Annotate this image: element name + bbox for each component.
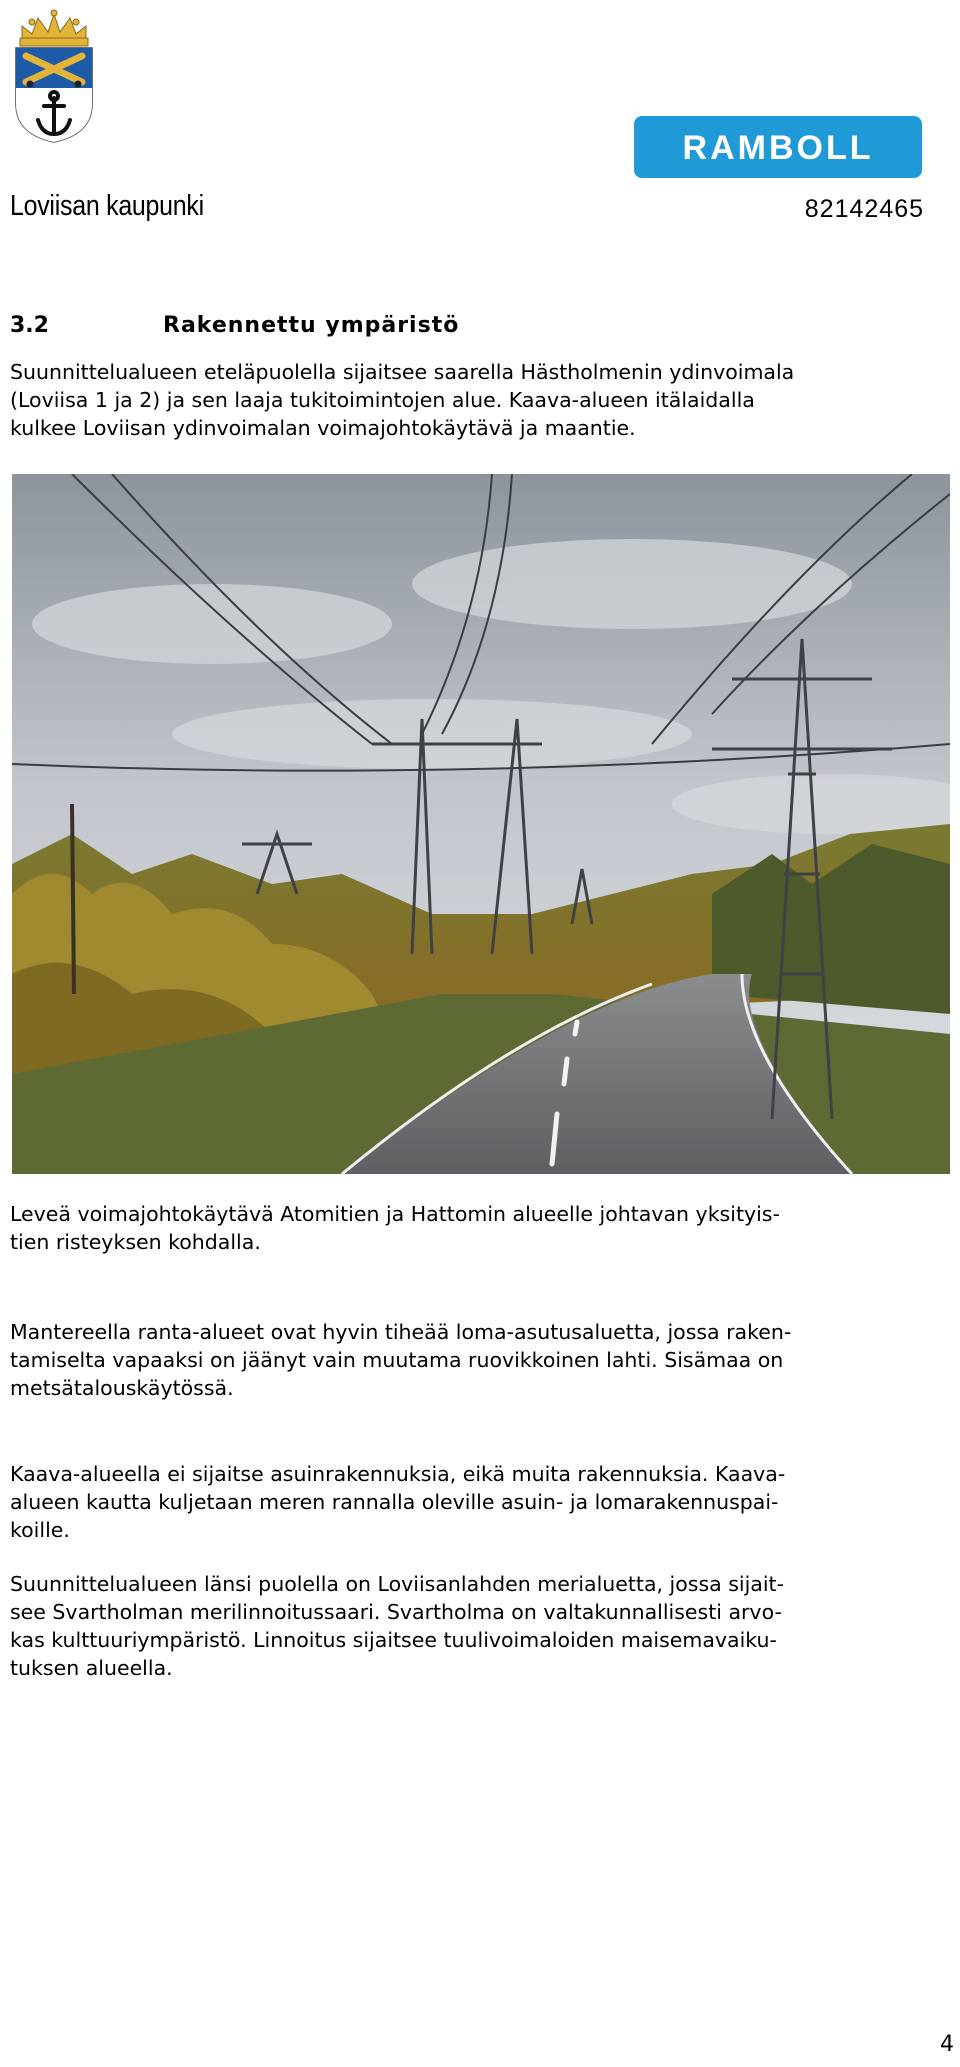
text-line: koille. [10, 1518, 70, 1542]
text-line: tien risteyksen kohdalla. [10, 1230, 261, 1254]
text-line: (Loviisa 1 ja 2) ja sen laaja tukitoimintojen alue. Kaava-alueen itälaidalla [10, 388, 755, 412]
client-name: Loviisan kaupunki [10, 190, 204, 222]
text-line: metsätalouskäytössä. [10, 1376, 234, 1400]
text-line: Suunnittelualueen länsi puolella on Loviisanlahden merialuetta, jossa sijait- [10, 1572, 784, 1596]
text-line: Suunnittelualueen eteläpuolella sijaitsee saarella Hästholmenin ydinvoimala [10, 360, 795, 384]
paragraph-svartholma [10, 1570, 930, 1682]
text-line: alueen kautta kuljetaan meren rannalla oleville asuin- ja lomarakennuspai- [10, 1490, 779, 1514]
loviisa-coat-of-arms-icon [8, 8, 100, 146]
paragraph-intro [10, 358, 930, 442]
text-line: Mantereella ranta-alueet ovat hyvin tiheää loma-asutusaluetta, jossa raken- [10, 1320, 792, 1344]
paragraph-buildings [10, 1460, 930, 1544]
section-title: Rakennettu ympäristö [163, 313, 460, 338]
paragraph-mainland [10, 1318, 930, 1402]
photo-caption [10, 1200, 930, 1256]
ramboll-logo-text: RAMBOLL [682, 129, 874, 167]
ramboll-logo [634, 116, 922, 178]
text-line: kulkee Loviisan ydinvoimalan voimajohtokäytävä ja maantie. [10, 416, 636, 440]
document-number: 82142465 [804, 195, 924, 223]
text-line: kas kulttuuriympäristö. Linnoitus sijaitsee tuulivoimaloiden maisemavaiku- [10, 1628, 777, 1652]
section-number: 3.2 [10, 313, 49, 338]
power-line-road-photo [12, 474, 950, 1174]
text-line: Kaava-alueella ei sijaitse asuinrakennuksia, eikä muita rakennuksia. Kaava- [10, 1462, 786, 1486]
page-number: 4 [940, 2032, 954, 2057]
text-line: tamiselta vapaaksi on jäänyt vain muutama ruovikkoinen lahti. Sisämaa on [10, 1348, 784, 1372]
text-line: tuksen alueella. [10, 1656, 173, 1680]
text-line: see Svartholman merilinnoitussaari. Svartholma on valtakunnallisesti arvo- [10, 1600, 782, 1624]
text-line: Leveä voimajohtokäytävä Atomitien ja Hattomin alueelle johtavan yksityis- [10, 1202, 780, 1226]
